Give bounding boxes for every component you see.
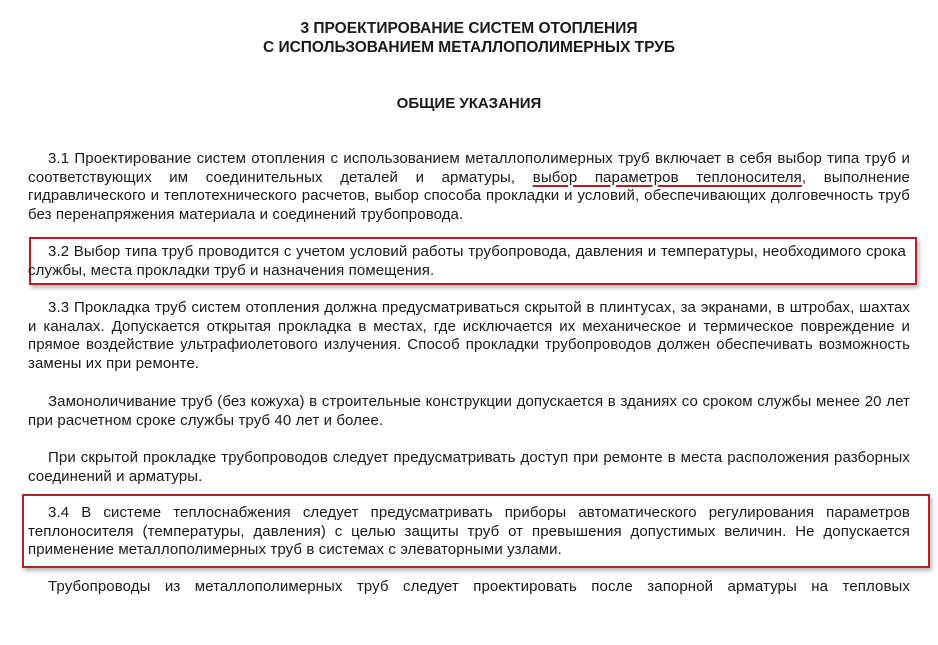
paragraph-3-4: 3.4 В системе теплоснабжения следует предусматривать приборы автоматического регулирования параметров теплоносителя (температуры, давления) с целью защиты труб от превышения допустимых величин. Не допускается применение металлополимерных труб в системах с элеваторными узлами. <box>28 504 910 559</box>
underlined-coolant-parameters: выбор параметров теплоносителя <box>532 168 802 186</box>
paragraph-3-3: 3.3 Прокладка труб систем отопления должна предусматриваться скрытой в плинтусах, за экранами, в штробах, шахтах и каналах. Допускается открытая прокладка в местах, где исключается их механическое и термическое повреждение и прямое воздействие ультрафиолетового излучения. Способ прокладки трубопроводов должен обеспечивать возможность замены их при ремонте. <box>28 299 910 372</box>
paragraph-pipelines-after-valves: Трубопроводы из металлополимерных труб следует проектировать после запорной арматуры на тепловых <box>48 578 910 595</box>
chapter-title-line-1: 3 ПРОЕКТИРОВАНИЕ СИСТЕМ ОТОПЛЕНИЯ <box>300 20 638 37</box>
chapter-title-line-2: С ИСПОЛЬЗОВАНИЕМ МЕТАЛЛОПОЛИМЕРНЫХ ТРУБ <box>262 39 676 56</box>
paragraph-3-1-text-start: 3.1 Проектирование систем отопления с использованием металлополимерных труб включает в себя выбор типа труб и соответствующих им соединительных деталей и арматуры, <box>28 150 910 186</box>
paragraph-embedding: Замоноличивание труб (без кожуха) в строительные конструкции допускается в зданиях со сроком службы менее 20 лет при расчетном сроке службы труб 40 лет и более. <box>28 393 910 429</box>
paragraph-hidden-laying: При скрытой прокладке трубопроводов следует предусматривать доступ при ремонте в места расположения разборных соединений и арматуры. <box>28 449 910 485</box>
chapter-title <box>0 19 938 57</box>
paragraph-3-1-text-end: , выполнение гидравлического и теплотехнического расчетов, выбор способа прокладки и условий, обеспечивающих долговечность труб без перенапряжения материала и соединений трубопровода. <box>28 168 910 223</box>
section-title: ОБЩИЕ УКАЗАНИЯ <box>396 95 542 112</box>
paragraph-3-1 <box>28 150 910 224</box>
paragraph-3-2: 3.2 Выбор типа труб проводится с учетом условий работы трубопровода, давления и температуры, необходимого срока службы, места прокладки труб и назначения помещения. <box>28 243 906 279</box>
